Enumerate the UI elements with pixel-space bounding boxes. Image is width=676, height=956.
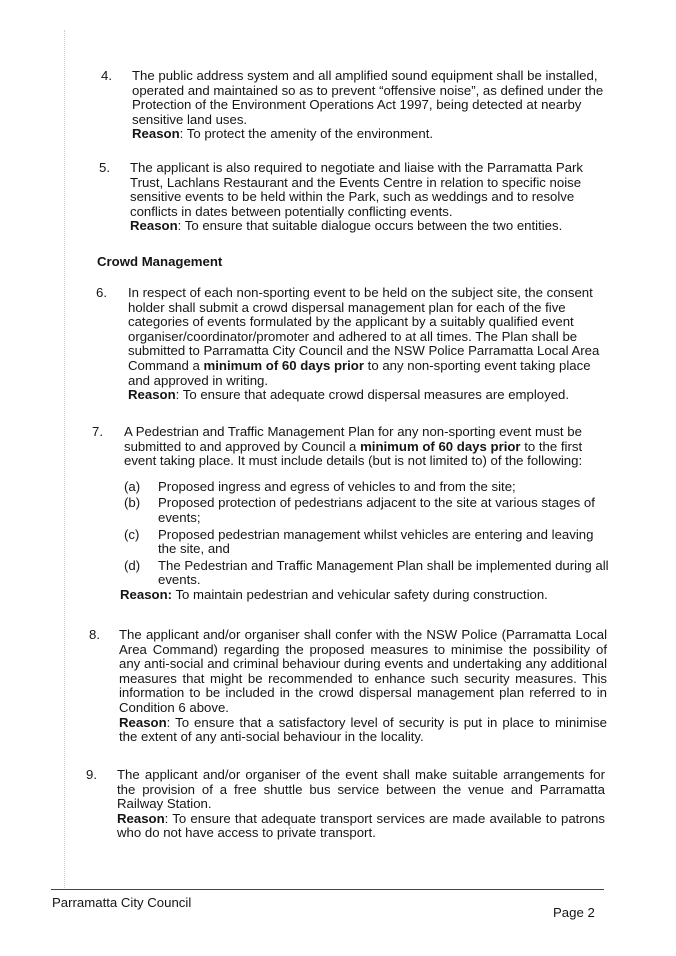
condition-reason — [128, 388, 610, 403]
list-item — [124, 559, 612, 588]
list-item-text: The Pedestrian and Traffic Management Plan shall be implemented during all events. — [158, 557, 609, 588]
reason-text: : To ensure that suitable dialogue occurs between the two entities. — [177, 218, 563, 234]
condition-reason — [120, 588, 612, 603]
condition-reason — [130, 219, 608, 234]
reason-label: Reason — [128, 387, 176, 403]
list-item-label: (b) — [124, 495, 141, 511]
reason-label: Reason — [119, 714, 167, 730]
condition-number: 9. — [86, 767, 97, 782]
list-item-text: Proposed ingress and egress of vehicles to and from the site; — [158, 478, 516, 494]
condition-text: A Pedestrian and Traffic Management Plan for any non-sporting event must be submitted to and approved by Council a minimum of 60 days prior to the first event taking place. It must include details (but is not limited to) of the following: — [124, 424, 583, 469]
condition-reason — [117, 812, 605, 841]
list-item-label: (a) — [124, 478, 141, 494]
condition-reason — [132, 127, 616, 142]
condition-text: The applicant is also required to negotiate and liaise with the Parramatta Park Trust, Lachlans Restaurant and the Events Centre in relation to specific noise sensitive events to be held within the Park, such as weddings and to resolve conflicts in dates between potentially conflicting events. — [130, 160, 584, 219]
reason-label: Reason — [117, 810, 165, 826]
scan-margin-line — [64, 30, 65, 890]
section-heading: Crowd Management — [97, 254, 223, 269]
reason-text: To maintain pedestrian and vehicular safety during construction. — [172, 586, 548, 602]
list-item — [124, 496, 612, 525]
condition-number: 5. — [99, 160, 110, 175]
reason-label: Reason — [130, 218, 178, 234]
reason-text: : To ensure that adequate transport services are made available to patrons who do not have access to private transport. — [117, 810, 605, 841]
emphasis-text: minimum of 60 days prior — [203, 357, 364, 373]
condition-text: The applicant and/or organiser shall confer with the NSW Police (Parramatta Local Area Command) regarding the proposed measures to minimise the possibility of any anti-social and criminal behaviour during events and undertaking any additional measures that might be recommended to enhance such security measures. This information to be included in the crowd dispersal management plan referred to in Condition 6 above. — [119, 627, 607, 715]
reason-label: Reason: — [120, 586, 173, 602]
list-item-text: Proposed pedestrian management whilst vehicles are entering and leaving the site, and — [158, 526, 594, 557]
condition-text: The public address system and all amplified sound equipment shall be installed, operated and maintained so as to prevent “offensive noise”, as defined under the Protection of the Environment Operations Act 1997, being detected at nearby sensitive land uses. — [132, 68, 604, 127]
list-item — [124, 480, 612, 495]
reason-text: : To ensure that adequate crowd dispersal measures are employed. — [175, 387, 570, 403]
list-item — [124, 528, 612, 557]
emphasis-text: minimum of 60 days prior — [360, 438, 521, 454]
condition-text: The applicant and/or organiser of the event shall make suitable arrangements for the provision of a free shuttle bus service between the venue and Parramatta Railway Station. — [117, 767, 605, 812]
reason-text: : To protect the amenity of the environment. — [179, 126, 434, 142]
footer-page-number: Page 2 — [553, 905, 595, 920]
footer-organisation: Parramatta City Council — [52, 895, 192, 910]
condition-number: 7. — [92, 424, 103, 439]
condition-number: 4. — [101, 68, 112, 83]
list-item-text: Proposed protection of pedestrians adjacent to the site at various stages of events; — [158, 495, 595, 525]
condition-number: 8. — [89, 627, 100, 642]
footer-divider — [51, 889, 604, 890]
list-item-label: (d) — [124, 557, 141, 573]
reason-label: Reason — [132, 126, 180, 142]
condition-reason — [119, 716, 607, 745]
list-item-label: (c) — [124, 526, 140, 542]
condition-text: In respect of each non-sporting event to be held on the subject site, the consent holder shall submit a crowd dispersal management plan for each of the five categories of events formulated by the applicant by a suitably qualified event organiser/coordinator/promoter and adhered to at all times. The Plan shall be submitted to Parramatta City Council and the NSW Police Parramatta Local Area Command a minimum of 60 days prior to any non-sporting event taking place and approved in writing. — [128, 285, 600, 388]
reason-text: : To ensure that a satisfactory level of security is put in place to minimise the extent of any anti-social behaviour in the locality. — [119, 714, 607, 745]
condition-number: 6. — [96, 285, 107, 300]
